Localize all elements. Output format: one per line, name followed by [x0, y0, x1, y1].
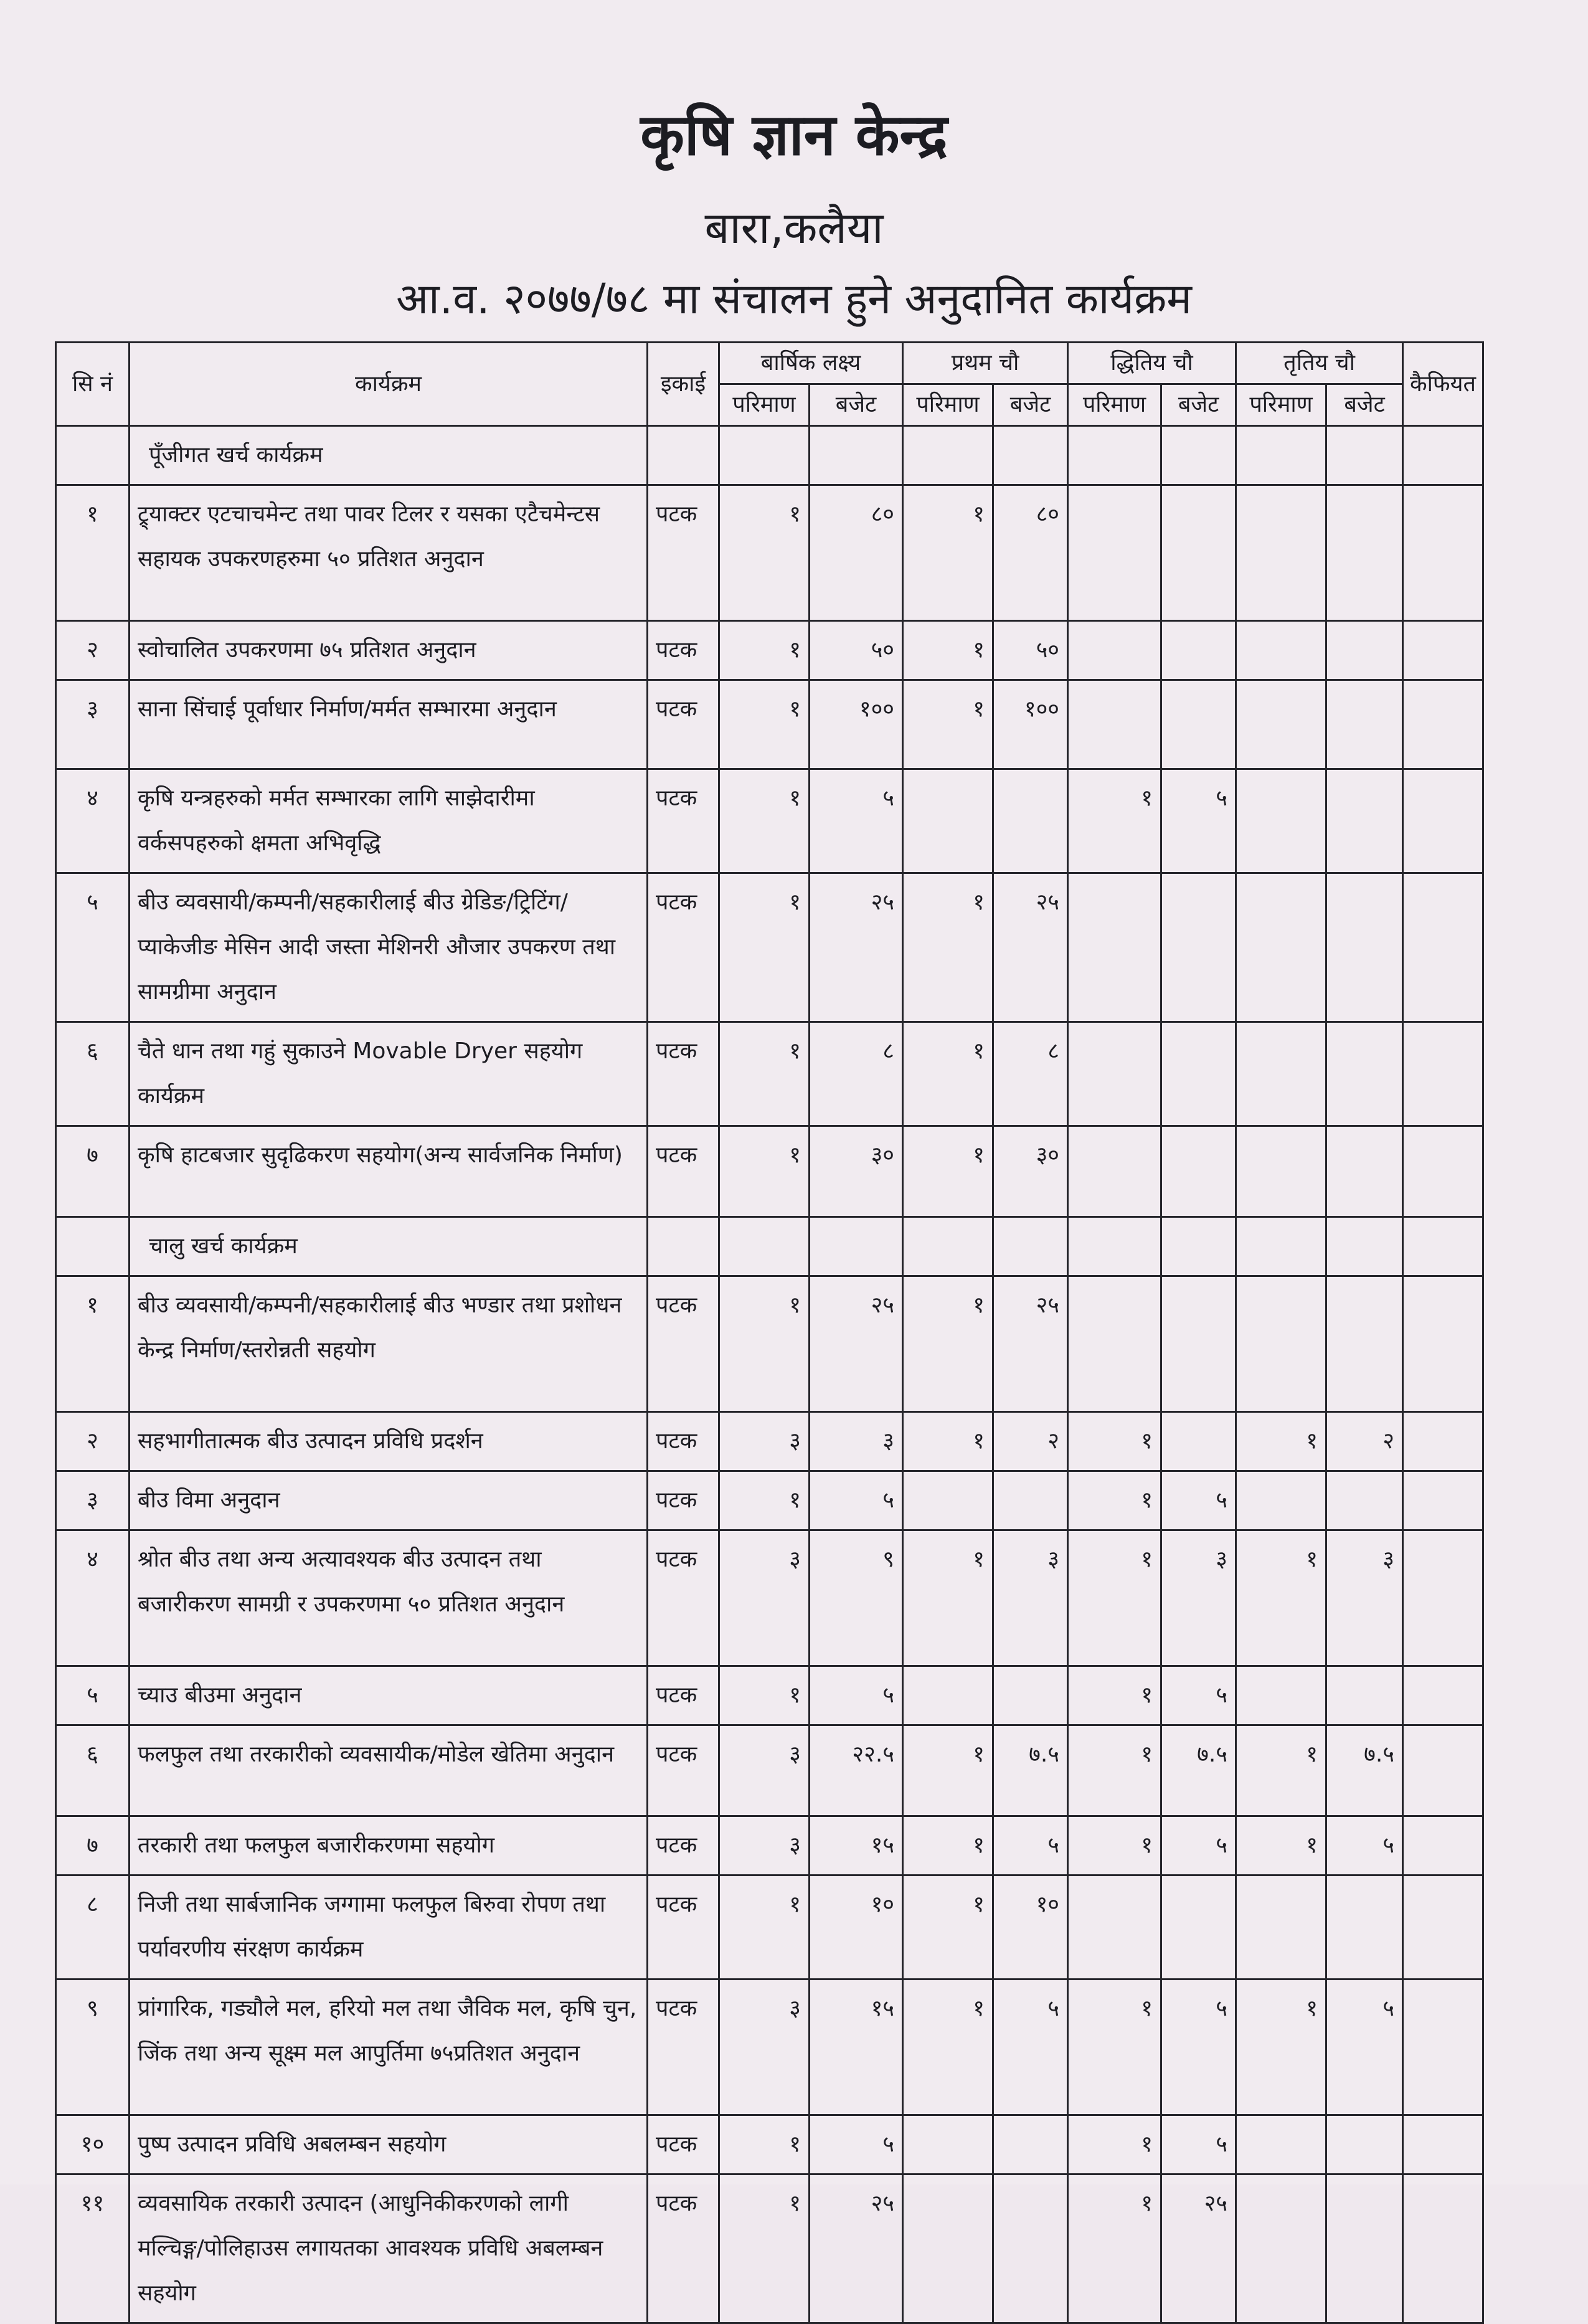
row-q3-qty [1236, 2115, 1326, 2175]
row-sn: ४ [56, 1530, 130, 1666]
row-q2-budget [1161, 680, 1236, 769]
row-annual-qty: १ [719, 621, 810, 680]
row-q3-qty [1236, 1666, 1326, 1725]
row-q1-qty [903, 1666, 993, 1725]
row-q2-budget [1161, 621, 1236, 680]
row-q2-budget: ३ [1161, 1530, 1236, 1666]
row-q1-qty: १ [903, 1980, 993, 2115]
row-annual-qty: ३ [719, 1725, 810, 1816]
row-remarks [1403, 1412, 1483, 1471]
row-unit: पटक [648, 680, 719, 769]
row-remarks [1403, 1126, 1483, 1217]
section-empty-cell [903, 426, 993, 485]
row-q1-budget: २५ [993, 873, 1068, 1022]
row-sn: ७ [56, 1816, 130, 1876]
section-empty-cell [648, 1217, 719, 1276]
row-sn: १० [56, 2115, 130, 2175]
header-q3: तृतिय चौ [1236, 343, 1403, 384]
row-q3-qty: १ [1236, 1725, 1326, 1816]
row-q2-budget [1161, 873, 1236, 1022]
row-q3-budget [1326, 680, 1403, 769]
row-q1-qty: १ [903, 1126, 993, 1217]
row-q1-qty: १ [903, 1816, 993, 1876]
row-q2-qty [1068, 1126, 1161, 1217]
row-annual-budget: २२.५ [810, 1725, 903, 1816]
section-sn-cell [56, 1217, 130, 1276]
row-q1-qty [903, 1471, 993, 1530]
row-q1-qty: १ [903, 485, 993, 621]
row-q2-budget [1161, 485, 1236, 621]
row-program: कृषि यन्त्रहरुको मर्मत सम्भारका लागि साझेदारीमा वर्कसपहरुको क्षमता अभिवृद्धि [130, 769, 648, 873]
row-annual-qty: १ [719, 2115, 810, 2175]
section-empty-cell [1161, 1217, 1236, 1276]
row-q3-budget [1326, 485, 1403, 621]
section-empty-cell [993, 1217, 1068, 1276]
row-q2-qty: १ [1068, 769, 1161, 873]
row-unit: पटक [648, 769, 719, 873]
row-annual-budget: १५ [810, 1980, 903, 2115]
row-annual-qty: १ [719, 1022, 810, 1126]
row-annual-budget: १० [810, 1876, 903, 1980]
row-annual-budget: ५ [810, 2115, 903, 2175]
section-empty-cell [1236, 1217, 1326, 1276]
table-row [56, 1412, 1483, 1471]
table-row [56, 1471, 1483, 1530]
header-q1: प्रथम चौ [903, 343, 1068, 384]
row-q1-budget: २५ [993, 1276, 1068, 1412]
row-q3-qty [1236, 680, 1326, 769]
row-sn: ६ [56, 1022, 130, 1126]
section-empty-cell [903, 1217, 993, 1276]
row-program: पुष्प उत्पादन प्रविधि अबलम्बन सहयोग [130, 2115, 648, 2175]
row-program: सहभागीतात्मक बीउ उत्पादन प्रविधि प्रदर्शन [130, 1412, 648, 1471]
row-unit: पटक [648, 1126, 719, 1217]
program-table [55, 341, 1484, 2324]
row-q1-qty: १ [903, 1276, 993, 1412]
section-empty-cell [1236, 426, 1326, 485]
row-program: प्रांगारिक, गड्यौले मल, हरियो मल तथा जैविक मल, कृषि चुन, जिंक तथा अन्य सूक्ष्म मल आपुर्तिमा ७५प्रतिशत अनुदान [130, 1980, 648, 2115]
row-q3-qty [1236, 1022, 1326, 1126]
section-empty-cell [810, 1217, 903, 1276]
row-q3-budget [1326, 1876, 1403, 1980]
row-sn: ११ [56, 2175, 130, 2323]
row-q3-qty [1236, 873, 1326, 1022]
header-program: कार्यक्रम [130, 343, 648, 426]
row-annual-budget: ५ [810, 1666, 903, 1725]
row-q3-budget: ५ [1326, 1816, 1403, 1876]
row-remarks [1403, 1022, 1483, 1126]
row-q3-budget [1326, 1471, 1403, 1530]
row-program: बीउ विमा अनुदान [130, 1471, 648, 1530]
row-q3-qty [1236, 1276, 1326, 1412]
header-q2-budget: बजेट [1161, 384, 1236, 426]
row-q1-budget: १०० [993, 680, 1068, 769]
row-remarks [1403, 680, 1483, 769]
row-q1-qty [903, 2175, 993, 2323]
row-q3-budget: ५ [1326, 1980, 1403, 2115]
office-name: कृषि ज्ञान केन्द्र [640, 102, 948, 168]
row-q1-budget: ३ [993, 1530, 1068, 1666]
row-remarks [1403, 1666, 1483, 1725]
row-q1-qty: १ [903, 1876, 993, 1980]
row-unit: पटक [648, 873, 719, 1022]
table-row [56, 1725, 1483, 1816]
header-q3-budget: बजेट [1326, 384, 1403, 426]
row-q3-budget [1326, 769, 1403, 873]
row-q2-qty [1068, 873, 1161, 1022]
table-row [56, 1022, 1483, 1126]
row-unit: पटक [648, 1816, 719, 1876]
row-unit: पटक [648, 2115, 719, 2175]
table-row [56, 2115, 1483, 2175]
row-sn: ३ [56, 1471, 130, 1530]
header-q2: द्धितिय चौ [1068, 343, 1236, 384]
header-unit: इकाई [648, 343, 719, 426]
row-q2-budget [1161, 1022, 1236, 1126]
row-unit: पटक [648, 1530, 719, 1666]
row-unit: पटक [648, 1666, 719, 1725]
row-q2-qty [1068, 485, 1161, 621]
office-location: बारा,कलैया [704, 202, 884, 254]
row-program: चैते धान तथा गहुं सुकाउने Movable Dryer सहयोग कार्यक्रम [130, 1022, 648, 1126]
row-annual-qty: १ [719, 680, 810, 769]
row-program: बीउ व्यवसायी/कम्पनी/सहकारीलाई बीउ भण्डार तथा प्रशोधन केन्द्र निर्माण/स्तरोन्नती सहयोग [130, 1276, 648, 1412]
row-annual-qty: ३ [719, 1980, 810, 2115]
section-empty-cell [810, 426, 903, 485]
row-q1-qty: १ [903, 1530, 993, 1666]
row-q2-qty: १ [1068, 1666, 1161, 1725]
row-unit: पटक [648, 2175, 719, 2323]
row-q1-qty: १ [903, 1022, 993, 1126]
table-row [56, 1276, 1483, 1412]
row-annual-budget: १०० [810, 680, 903, 769]
row-annual-budget: ३ [810, 1412, 903, 1471]
row-q3-budget [1326, 1276, 1403, 1412]
section-empty-cell [1403, 426, 1483, 485]
table-row [56, 680, 1483, 769]
row-annual-qty: १ [719, 1276, 810, 1412]
row-q3-budget: ७.५ [1326, 1725, 1403, 1816]
row-q1-budget [993, 2115, 1068, 2175]
row-q3-qty [1236, 2175, 1326, 2323]
row-q3-qty [1236, 1471, 1326, 1530]
section-empty-cell [1326, 1217, 1403, 1276]
row-sn: ९ [56, 1980, 130, 2115]
row-q3-qty: १ [1236, 1412, 1326, 1471]
row-sn: १ [56, 485, 130, 621]
row-q2-budget [1161, 1126, 1236, 1217]
table-row [56, 485, 1483, 621]
row-unit: पटक [648, 1412, 719, 1471]
row-unit: पटक [648, 485, 719, 621]
table-row [56, 1980, 1483, 2115]
row-q2-budget [1161, 1876, 1236, 1980]
row-unit: पटक [648, 1471, 719, 1530]
row-q2-qty: १ [1068, 1471, 1161, 1530]
header-annual-qty: परिमाण [719, 384, 810, 426]
row-q1-qty [903, 769, 993, 873]
row-sn: ६ [56, 1725, 130, 1816]
row-sn: ८ [56, 1876, 130, 1980]
row-annual-qty: १ [719, 2175, 810, 2323]
row-q3-budget [1326, 2115, 1403, 2175]
row-remarks [1403, 1276, 1483, 1412]
row-q2-qty: १ [1068, 1530, 1161, 1666]
row-remarks [1403, 1471, 1483, 1530]
header-q1-budget: बजेट [993, 384, 1068, 426]
row-q1-budget: ३० [993, 1126, 1068, 1217]
row-sn: ५ [56, 873, 130, 1022]
row-sn: ३ [56, 680, 130, 769]
header-q3-qty: परिमाण [1236, 384, 1326, 426]
row-q1-budget: ७.५ [993, 1725, 1068, 1816]
row-annual-budget: ३० [810, 1126, 903, 1217]
row-program: तरकारी तथा फलफुल बजारीकरणमा सहयोग [130, 1816, 648, 1876]
header-sn: सि नं [56, 343, 130, 426]
row-annual-qty: ३ [719, 1412, 810, 1471]
row-program: बीउ व्यवसायी/कम्पनी/सहकारीलाई बीउ ग्रेडिङ/ट्रिटिंग/प्याकेजीङ मेसिन आदी जस्ता मेशिनरी औजार उपकरण तथा सामग्रीमा अनुदान [130, 873, 648, 1022]
row-remarks [1403, 1876, 1483, 1980]
section-empty-cell [719, 1217, 810, 1276]
row-program: स्वोचालित उपकरणमा ७५ प्रतिशत अनुदान [130, 621, 648, 680]
section-empty-cell [1161, 426, 1236, 485]
row-q1-budget: ८० [993, 485, 1068, 621]
header-q2-qty: परिमाण [1068, 384, 1161, 426]
row-q1-qty: १ [903, 621, 993, 680]
row-q3-budget [1326, 1126, 1403, 1217]
section-row [56, 426, 1483, 485]
row-q3-budget [1326, 1022, 1403, 1126]
header-annual: बार्षिक लक्ष्य [719, 343, 903, 384]
row-remarks [1403, 769, 1483, 873]
row-annual-qty: ३ [719, 1530, 810, 1666]
row-q3-budget: २ [1326, 1412, 1403, 1471]
row-annual-budget: २५ [810, 1276, 903, 1412]
header-q1-qty: परिमाण [903, 384, 993, 426]
row-q3-budget [1326, 1666, 1403, 1725]
header-remarks: कैफियत [1403, 343, 1483, 426]
row-q2-qty: १ [1068, 1816, 1161, 1876]
row-q2-budget: ५ [1161, 1980, 1236, 2115]
section-empty-cell [993, 426, 1068, 485]
table-row [56, 1876, 1483, 1980]
row-program: श्रोत बीउ तथा अन्य अत्यावश्यक बीउ उत्पादन तथा बजारीकरण सामग्री र उपकरणमा ५० प्रतिशत अनुदान [130, 1530, 648, 1666]
row-program: ट्र्याक्टर एटचाचमेन्ट तथा पावर टिलर र यसका एटैचमेन्टस सहायक उपकरणहरुमा ५० प्रतिशत अनुदान [130, 485, 648, 621]
row-q2-budget [1161, 1412, 1236, 1471]
row-q3-qty [1236, 1876, 1326, 1980]
row-q2-qty [1068, 680, 1161, 769]
section-empty-cell [1068, 426, 1161, 485]
row-annual-qty: १ [719, 1666, 810, 1725]
row-annual-budget: ९ [810, 1530, 903, 1666]
row-q1-budget [993, 2175, 1068, 2323]
row-q1-qty: १ [903, 1725, 993, 1816]
row-q2-budget: ७.५ [1161, 1725, 1236, 1816]
row-remarks [1403, 1530, 1483, 1666]
row-unit: पटक [648, 1725, 719, 1816]
row-sn: ५ [56, 1666, 130, 1725]
row-q2-qty [1068, 621, 1161, 680]
row-program: निजी तथा सार्बजानिक जग्गामा फलफुल बिरुवा रोपण तथा पर्यावरणीय संरक्षण कार्यक्रम [130, 1876, 648, 1980]
row-q2-qty [1068, 1276, 1161, 1412]
row-annual-qty: १ [719, 769, 810, 873]
row-remarks [1403, 621, 1483, 680]
row-annual-qty: ३ [719, 1816, 810, 1876]
row-q1-budget [993, 1666, 1068, 1725]
row-remarks [1403, 2175, 1483, 2323]
row-remarks [1403, 1980, 1483, 2115]
row-q3-qty [1236, 1126, 1326, 1217]
row-q2-qty: १ [1068, 2175, 1161, 2323]
table-row [56, 1126, 1483, 1217]
row-annual-qty: १ [719, 873, 810, 1022]
row-program: च्याउ बीउमा अनुदान [130, 1666, 648, 1725]
row-unit: पटक [648, 1022, 719, 1126]
row-q3-budget [1326, 873, 1403, 1022]
row-unit: पटक [648, 1980, 719, 2115]
row-q1-budget: २ [993, 1412, 1068, 1471]
row-q1-budget: ५ [993, 1980, 1068, 2115]
row-q2-budget: ५ [1161, 1471, 1236, 1530]
row-q3-budget [1326, 621, 1403, 680]
row-q2-qty: १ [1068, 1412, 1161, 1471]
row-annual-budget: २५ [810, 873, 903, 1022]
row-q3-budget: ३ [1326, 1530, 1403, 1666]
section-empty-cell [1403, 1217, 1483, 1276]
row-annual-budget: ५० [810, 621, 903, 680]
section-empty-cell [1068, 1217, 1161, 1276]
row-q2-qty: १ [1068, 2115, 1161, 2175]
row-sn: ७ [56, 1126, 130, 1217]
row-unit: पटक [648, 1876, 719, 1980]
section-row [56, 1217, 1483, 1276]
row-annual-qty: १ [719, 1876, 810, 1980]
row-q1-budget: ८ [993, 1022, 1068, 1126]
table-row [56, 769, 1483, 873]
row-remarks [1403, 485, 1483, 621]
row-sn: २ [56, 1412, 130, 1471]
row-program: कृषि हाटबजार सुदृढिकरण सहयोग(अन्य सार्वजनिक निर्माण) [130, 1126, 648, 1217]
row-q1-budget [993, 1471, 1068, 1530]
row-q3-qty: १ [1236, 1816, 1326, 1876]
row-annual-budget: १५ [810, 1816, 903, 1876]
row-q3-qty [1236, 621, 1326, 680]
row-program: साना सिंचाई पूर्वाधार निर्माण/मर्मत सम्भारमा अनुदान [130, 680, 648, 769]
row-q2-qty: १ [1068, 1725, 1161, 1816]
row-annual-qty: १ [719, 1471, 810, 1530]
row-annual-qty: १ [719, 485, 810, 621]
row-unit: पटक [648, 1276, 719, 1412]
row-q1-qty: १ [903, 1412, 993, 1471]
row-q2-budget: ५ [1161, 769, 1236, 873]
row-q1-qty [903, 2115, 993, 2175]
row-q2-qty [1068, 1876, 1161, 1980]
row-program: फलफुल तथा तरकारीको व्यवसायीक/मोडेल खेतिमा अनुदान [130, 1725, 648, 1816]
section-title: पूँजीगत खर्च कार्यक्रम [130, 426, 648, 485]
row-q2-budget: ५ [1161, 1816, 1236, 1876]
table-row [56, 1816, 1483, 1876]
row-remarks [1403, 873, 1483, 1022]
row-q2-qty [1068, 1022, 1161, 1126]
row-q3-qty: १ [1236, 1980, 1326, 2115]
row-q3-qty: १ [1236, 1530, 1326, 1666]
row-q2-budget: ५ [1161, 2115, 1236, 2175]
row-q2-qty: १ [1068, 1980, 1161, 2115]
table-row [56, 1530, 1483, 1666]
row-q2-budget [1161, 1276, 1236, 1412]
table-row [56, 873, 1483, 1022]
row-q1-budget: १० [993, 1876, 1068, 1980]
table-row [56, 1666, 1483, 1725]
row-q1-qty: १ [903, 680, 993, 769]
row-annual-budget: ८० [810, 485, 903, 621]
row-remarks [1403, 2115, 1483, 2175]
section-empty-cell [648, 426, 719, 485]
section-sn-cell [56, 426, 130, 485]
row-sn: १ [56, 1276, 130, 1412]
header-annual-budget: बजेट [810, 384, 903, 426]
row-q1-qty: १ [903, 873, 993, 1022]
row-annual-budget: ८ [810, 1022, 903, 1126]
row-q1-budget: ५ [993, 1816, 1068, 1876]
row-q3-qty [1236, 485, 1326, 621]
row-q2-budget: ५ [1161, 1666, 1236, 1725]
table-row [56, 621, 1483, 680]
table-row [56, 2175, 1483, 2323]
row-program: व्यवसायिक तरकारी उत्पादन (आधुनिकीकरणको लागी मल्चिङ्ग/पोलिहाउस लगायतका आवश्यक प्रविधि अबलम्बन सहयोग [130, 2175, 648, 2323]
row-annual-qty: १ [719, 1126, 810, 1217]
section-title: चालु खर्च कार्यक्रम [130, 1217, 648, 1276]
row-sn: २ [56, 621, 130, 680]
row-unit: पटक [648, 621, 719, 680]
row-q1-budget [993, 769, 1068, 873]
section-empty-cell [1326, 426, 1403, 485]
row-annual-budget: ५ [810, 769, 903, 873]
row-q3-budget [1326, 2175, 1403, 2323]
row-sn: ४ [56, 769, 130, 873]
row-remarks [1403, 1816, 1483, 1876]
row-annual-budget: ५ [810, 1471, 903, 1530]
row-annual-budget: २५ [810, 2175, 903, 2323]
document-title: आ.व. २०७७/७८ मा संचालन हुने अनुदानित कार्यक्रम [396, 275, 1192, 324]
row-q1-budget: ५० [993, 621, 1068, 680]
section-empty-cell [719, 426, 810, 485]
row-q2-budget: २५ [1161, 2175, 1236, 2323]
table-body [56, 426, 1483, 2323]
row-q3-qty [1236, 769, 1326, 873]
row-remarks [1403, 1725, 1483, 1816]
